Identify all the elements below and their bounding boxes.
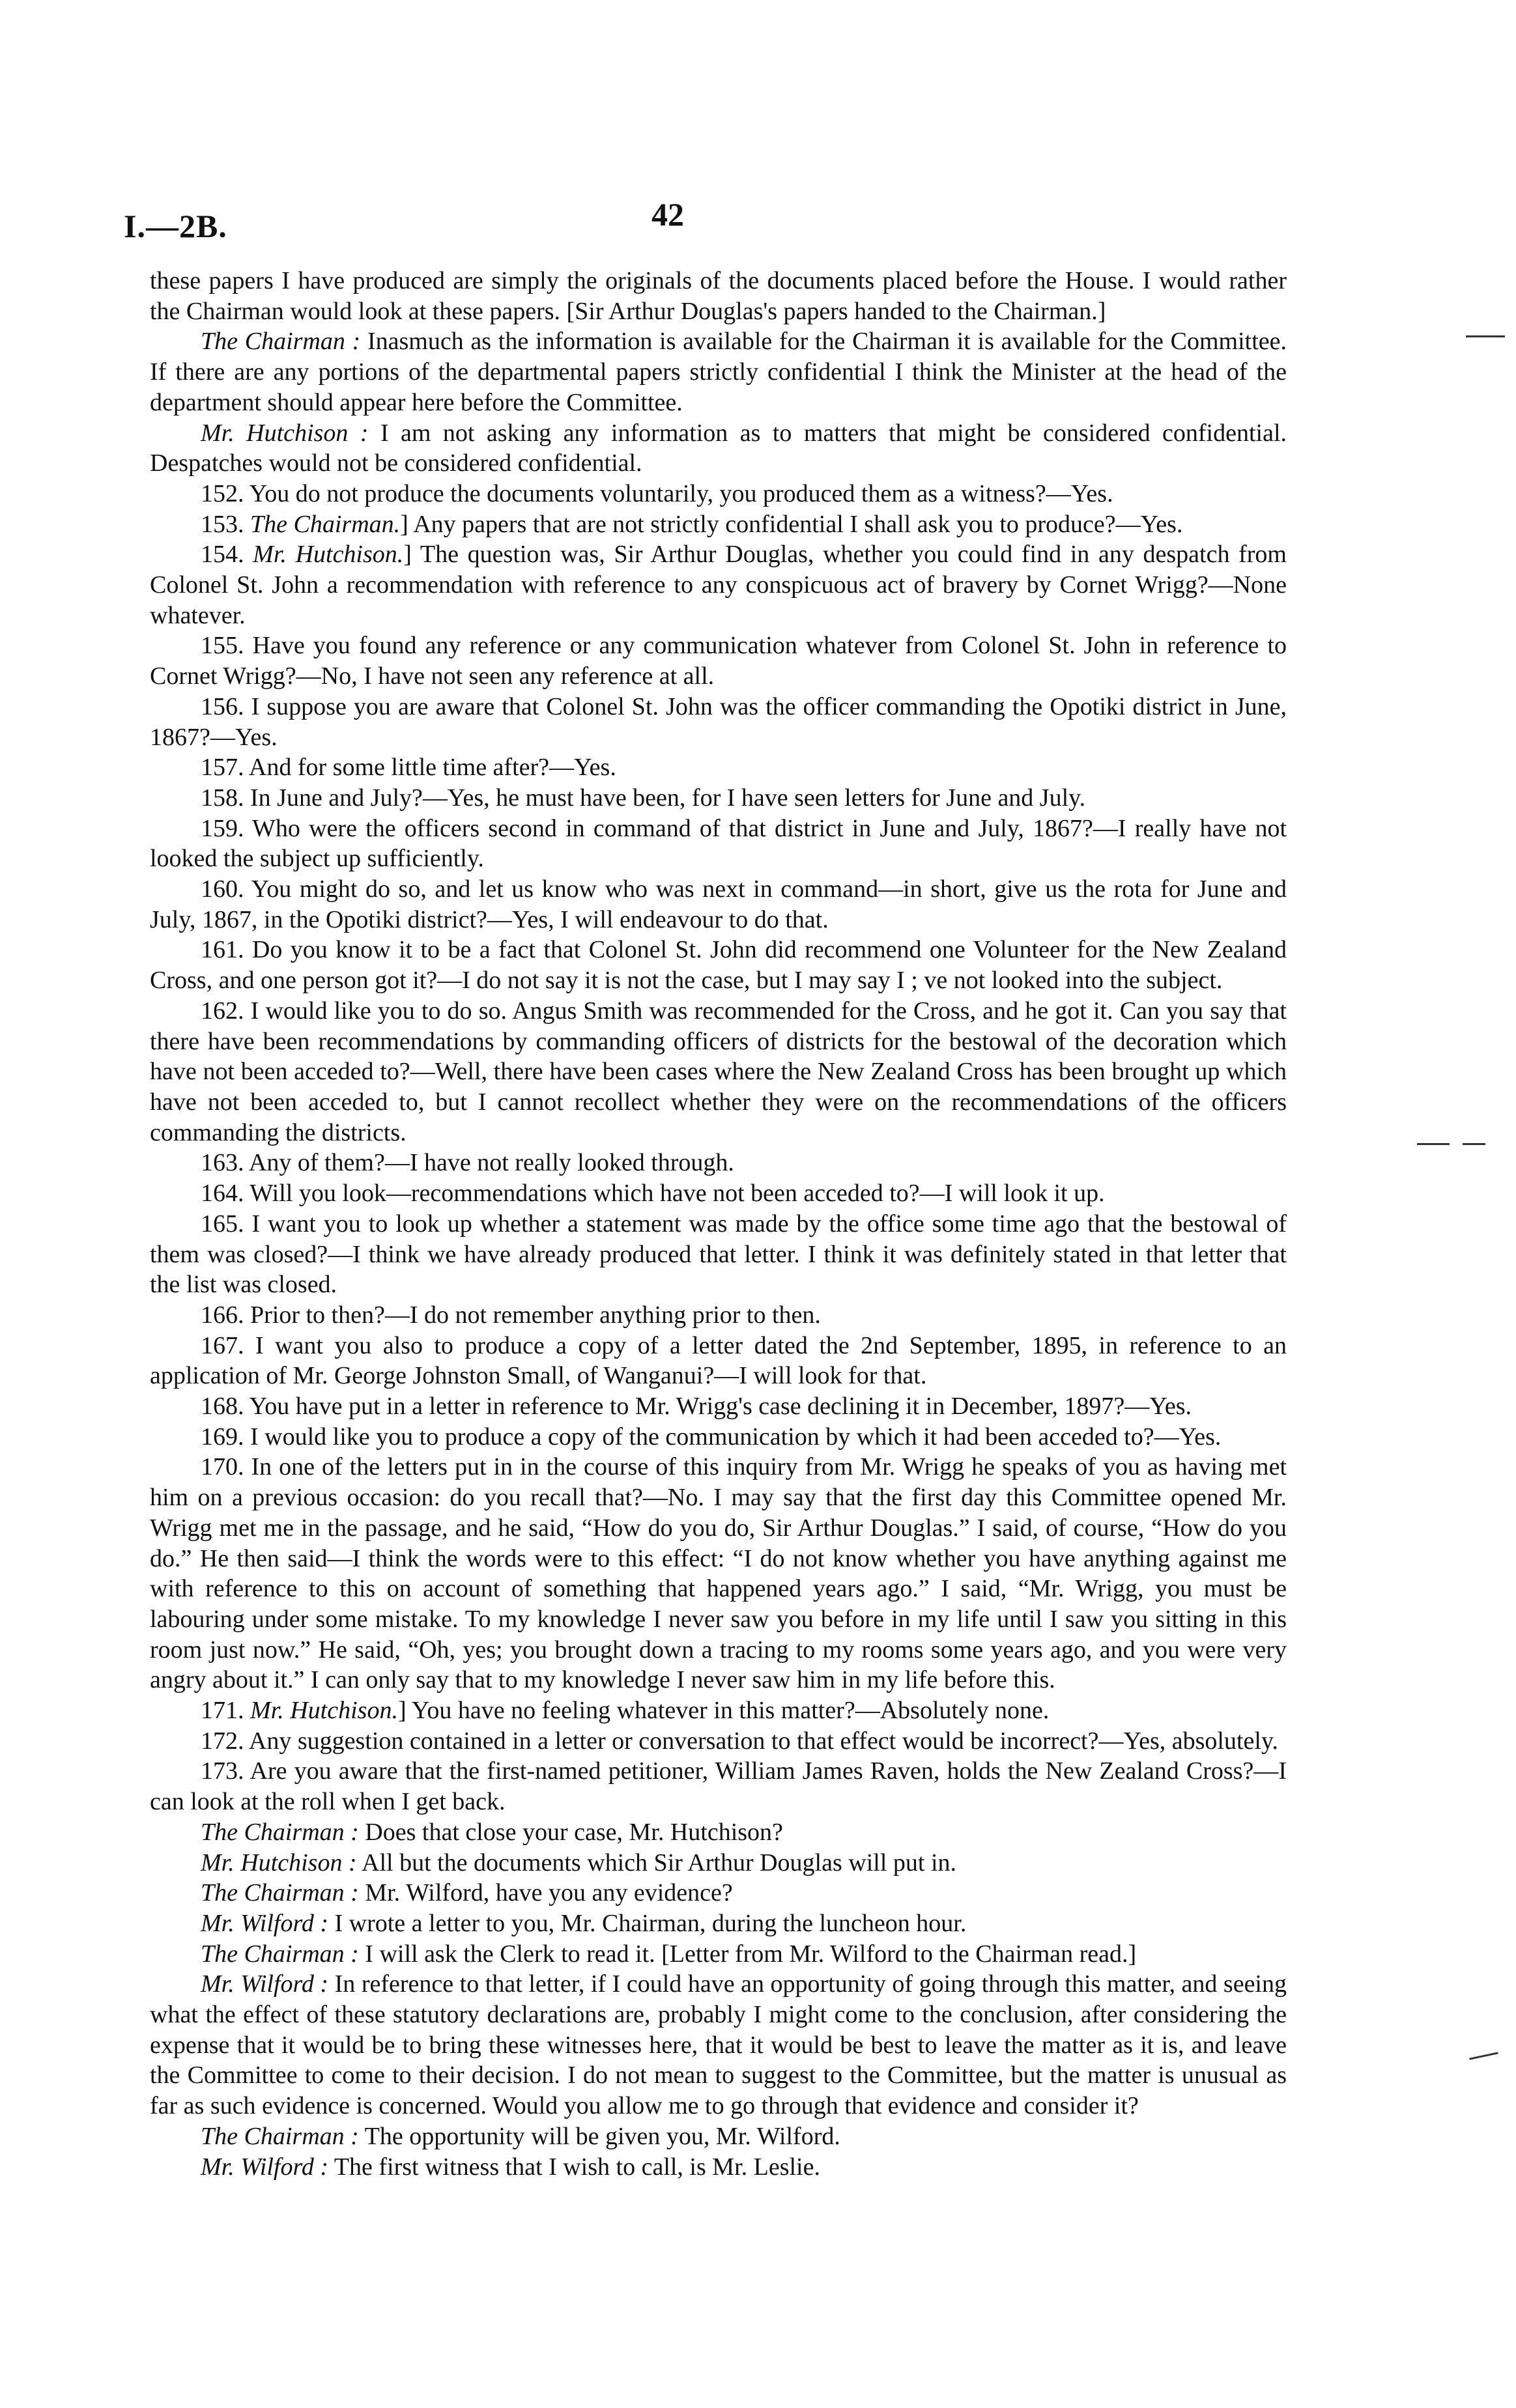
speaker-name: Mr. Hutchison : [201, 1848, 357, 1877]
minutes-of-evidence [150, 266, 1287, 2182]
paragraph: 160. You might do so, and let us know who was next in command—in short, give us the rota for June and July, 1867, in the Opotiki district?—Yes, I will endeavour to do that. [150, 875, 1287, 933]
speaker-name: The Chairman : [201, 1879, 359, 1907]
paragraph: 173. Are you aware that the first-named petitioner, William James Raven, holds the New Zealand Cross?—I can look at the roll when I get back. [150, 1757, 1287, 1816]
paragraph: 159. Who were the officers second in command of that district in June and July, 1867?—I really have not looked the subject up sufficiently. [150, 814, 1287, 873]
paragraph: 169. I would like you to produce a copy of the communication by which it had been acceded to?—Yes. [201, 1423, 1222, 1451]
speaker-name: Mr. Hutchison. [253, 541, 404, 569]
speaker-name: The Chairman : [201, 328, 361, 356]
speaker-name: Mr. Hutchison : [201, 419, 369, 447]
paragraph: Mr. Wilford : I wrote a letter to you, Mr. Chairman, during the luncheon hour. [201, 1909, 967, 1937]
speaker-name: Mr. Wilford : [201, 1909, 328, 1937]
speaker-name: The Chairman : [201, 1818, 359, 1846]
speaker-name: The Chairman : [201, 2122, 359, 2150]
paragraph: 155. Have you found any reference or any communication whatever from Colonel St. John in reference to Cornet Wrigg?—No, I have not seen any reference at all. [150, 632, 1287, 690]
paragraph: 158. In June and July?—Yes, he must have been, for I have seen letters for June and July. [201, 784, 1086, 812]
paragraph: Mr. Wilford : In reference to that letter, if I could have an opportunity of going through this matter, and seeing what the effect of these statutory declarations are, probably I might come to the conclusion, after considering the expense that it would be to bring these witnesses here, that it would be best to leave the matter as it is, and leave the Committee to come to their decision. I do not mean to suggest to the Committee, but the matter is unusual as far as such evidence is concerned. Would you allow me to go through that evidence and consider it? [150, 1970, 1287, 2120]
paragraph: Mr. Hutchison : All but the documents which Sir Arthur Douglas will put in. [201, 1848, 956, 1877]
margin-mark [1417, 1143, 1450, 1145]
paragraph: Mr. Wilford : The first witness that I wish to call, is Mr. Leslie. [201, 2153, 820, 2181]
paragraph: 168. You have put in a letter in reference to Mr. Wrigg's case declining it in December, 1897?—Yes. [201, 1393, 1192, 1421]
paragraph: The Chairman : Does that close your case, Mr. Hutchison? [201, 1818, 783, 1846]
margin-mark [1463, 1143, 1485, 1145]
speaker-name: The Chairman : [201, 1940, 359, 1968]
paper-code: I.—2B. [124, 208, 227, 244]
paragraph: 154. Mr. Hutchison.] The question was, Sir Arthur Douglas, whether you could find in any despatch from Colonel St. John a recommendation with reference to any conspicuous act of bravery by Cornet Wrigg?—None whatever. [150, 541, 1287, 629]
paragraph: 170. In one of the letters put in in the course of this inquiry from Mr. Wrigg he speaks of you as having met him on a previous occasion: do you recall that?—No. I may say that the first day this Committee opened Mr. Wrigg met me in the passage, and he said, “How do you do, Sir Arthur Douglas.” I said, of course, “How do you do.” He then said—I think the words were to this effect: “I do not know whether you have anything against me with reference to this on account of something that happened years ago.” I said, “Mr. Wrigg, you must be labouring under some mistake. To my knowledge I never saw you before in my life until I saw you sitting in this room just now.” He said, “Oh, yes; you brought down a tracing to my rooms some years ago, and you were very angry about it.” I can only say that to my knowledge I never saw him in my life before this. [150, 1453, 1287, 1694]
paragraph: The Chairman : Inasmuch as the information is available for the Chairman it is available for the Committee. If there are any portions of the departmental papers strictly confidential I think the Minister at the head of the department should appear here before the Committee. [150, 328, 1287, 416]
paragraph: 172. Any suggestion contained in a letter or conversation to that effect would be incorrect?—Yes, absolutely. [201, 1727, 1279, 1755]
paragraph: The Chairman : The opportunity will be given you, Mr. Wilford. [201, 2122, 840, 2150]
page-number: 42 [651, 196, 684, 233]
paragraph: 163. Any of them?—I have not really looked through. [201, 1149, 734, 1177]
paragraph: The Chairman : Mr. Wilford, have you any evidence? [201, 1879, 733, 1907]
speaker-name: The Chairman. [250, 510, 401, 538]
paragraph: 171. Mr. Hutchison.] You have no feeling whatever in this matter?—Absolutely none. [201, 1697, 1050, 1725]
speaker-name: Mr. Wilford : [201, 1970, 329, 1998]
paragraph: 153. The Chairman.] Any papers that are not strictly confidential I shall ask you to produce?—Yes. [201, 510, 1183, 538]
speaker-name: Mr. Wilford : [201, 2153, 328, 2181]
paragraph: 161. Do you know it to be a fact that Colonel St. John did recommend one Volunteer for the New Zealand Cross, and one person got it?—I do not say it is not the case, but I may say I ; ve not looked into the subject. [150, 936, 1287, 995]
paragraph: these papers I have produced are simply the originals of the documents placed before the House. I would rather the Chairman would look at these papers. [Sir Arthur Douglas's papers handed to the Chairman.] [150, 267, 1287, 325]
paragraph: 164. Will you look—recommendations which have not been acceded to?—I will look it up. [201, 1180, 1105, 1208]
speaker-name: Mr. Hutchison. [250, 1697, 398, 1725]
paragraph: 165. I want you to look up whether a statement was made by the office some time ago that the bestowal of them was closed?—I think we have already produced that letter. I think it was definitely stated in that letter that the list was closed. [150, 1210, 1287, 1299]
page-header [124, 195, 1283, 248]
margin-mark [1466, 335, 1505, 337]
paragraph: The Chairman : I will ask the Clerk to read it. [Letter from Mr. Wilford to the Chairman read.] [201, 1940, 1137, 1968]
paragraph: 157. And for some little time after?—Yes. [201, 754, 616, 782]
paragraph: 162. I would like you to do so. Angus Smith was recommended for the Cross, and he got it. Can you say that there have been recommendations by commanding officers of districts for the bestowal of the decoration which have not been acceded to?—Well, there have been cases where the New Zealand Cross has been brought up which have not been acceded to, but I cannot recollect whether they were on the recommendations of the officers commanding the districts. [150, 997, 1287, 1146]
margin-mark [1469, 2052, 1498, 2060]
paragraph: 156. I suppose you are aware that Colonel St. John was the officer commanding the Opotiki district in June, 1867?—Yes. [150, 692, 1287, 751]
paragraph: Mr. Hutchison : I am not asking any information as to matters that might be considered confidential. Despatches would not be considered confidential. [150, 419, 1287, 477]
paragraph: 152. You do not produce the documents voluntarily, you produced them as a witness?—Yes. [201, 479, 1113, 507]
paragraph: 167. I want you also to produce a copy of a letter dated the 2nd September, 1895, in reference to an application of Mr. George Johnston Small, of Wanganui?—I will look for that. [150, 1331, 1287, 1390]
paragraph: 166. Prior to then?—I do not remember anything prior to then. [201, 1301, 821, 1329]
